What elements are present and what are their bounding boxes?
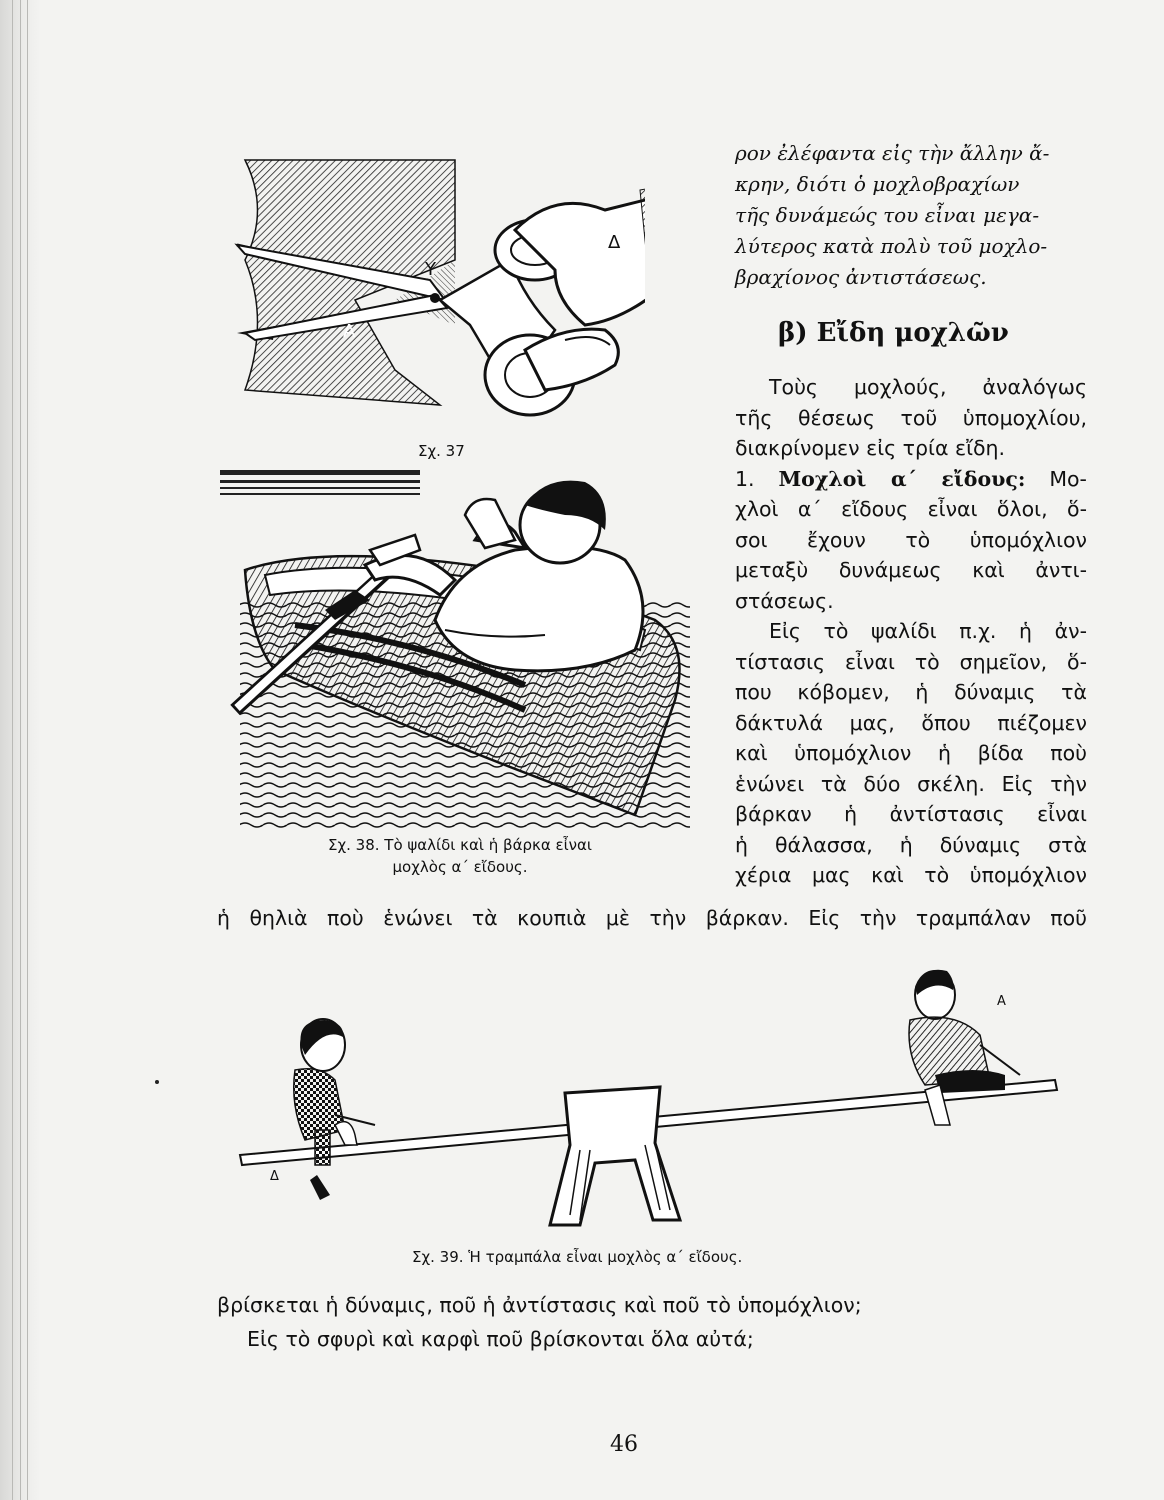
figure-38-caption-line: μοχλὸς α΄ εἴδους. — [392, 858, 528, 876]
text-line: στάσεως. — [735, 588, 834, 613]
text-line: βάρκαν ἡ ἀντίστασις εἶναι — [735, 802, 1087, 826]
definition-term: Μοχλοὶ α΄ εἴδους: — [778, 466, 1026, 491]
definition-tail: Μο- — [1049, 466, 1087, 491]
text-line: βραχίονος ἀντιστάσεως. — [735, 265, 987, 289]
figure-39-seesaw — [235, 965, 1075, 1235]
page-edge-line — [12, 0, 13, 1500]
text-line: τίστασις εἶναι τὸ σημεῖον, ὅ- — [735, 649, 1087, 674]
stray-ink-mark — [155, 1080, 159, 1084]
figure-37-caption: Σχ. 37 — [418, 442, 465, 460]
text-line: ἑνώνει τὰ δύο σκέλη. Εἰς τὴν — [735, 771, 1087, 796]
figure-37-label-fulcrum: Υ — [425, 259, 436, 280]
text-line: τῆς δυνάμεώς του εἶναι μεγα- — [735, 203, 1040, 227]
figure-38-caption — [275, 834, 645, 878]
section-heading: β) Εἴδη μοχλῶν — [778, 318, 1009, 348]
page-edge-line — [27, 0, 28, 1500]
definition-number: 1. — [735, 466, 755, 491]
figure-37-label-resistance: Α — [343, 321, 356, 342]
text-line: καὶ ὑπομόχλιον ἡ βίδα ποὺ — [735, 741, 1087, 765]
text-line: δάκτυλά μας, ὅπου πιέζομεν — [735, 710, 1087, 735]
text-line: μεταξὺ δυνάμεως καὶ ἀντι- — [735, 558, 1087, 582]
text-line: χλοὶ α΄ εἴδους εἶναι ὅλοι, ὅ- — [735, 497, 1087, 521]
intro-paragraph — [735, 138, 1075, 293]
full-width-text-line: ἡ θηλιὰ ποὺ ἑνώνει τὰ κουπιὰ μὲ τὴν βάρκαν. Εἰς τὴν τραμπάλαν ποῦ — [217, 906, 1087, 930]
text-line: λύτερος κατὰ πολὺ τοῦ μοχλο- — [735, 234, 1048, 258]
text-line: βρίσκεται ἡ δύναμις, ποῦ ἡ ἀντίστασις καὶ ποῦ τὸ ὑπομόχλιον; — [217, 1293, 862, 1317]
text-line: τῆς θέσεως τοῦ ὑπομοχλίου, — [735, 405, 1087, 430]
figure-37-label-force: Δ — [608, 232, 621, 253]
figure-39-label-left: Δ — [270, 1169, 279, 1184]
text-line: κρην, διότι ὁ μοχλοβραχίων — [735, 172, 1020, 196]
text-line: Εἰς τὸ ψαλίδι π.χ. ἡ ἀν- — [769, 619, 1087, 643]
text-line: που κόβομεν, ἡ δύναμις τὰ — [735, 680, 1087, 704]
figure-37-scissors — [225, 150, 645, 440]
text-line: Τοὺς μοχλούς, ἀναλόγως — [769, 375, 1087, 399]
text-line: ἡ θάλασσα, ἡ δύναμις στὰ — [735, 832, 1087, 857]
figure-38-caption-line: Σχ. 38. Τὸ ψαλίδι καὶ ἡ βάρκα εἶναι — [327, 836, 593, 854]
figure-39-caption: Σχ. 39. Ἡ τραμπάλα εἶναι μοχλὸς α΄ εἴδους. — [412, 1248, 743, 1266]
figure-38-boat — [215, 470, 715, 830]
figure-39-label-right: Α — [997, 994, 1006, 1009]
text-line: ρον ἐλέφαντα εἰς τὴν ἄλλην ἄ- — [735, 141, 1050, 165]
bottom-paragraph — [217, 1288, 1087, 1356]
text-line: Εἰς τὸ σφυρὶ καὶ καρφὶ ποῦ βρίσκονται ὅλα αὐτά; — [247, 1327, 754, 1351]
page-number: 46 — [610, 1432, 638, 1457]
text-line: χέρια μας καὶ τὸ ὑπομόχλιον — [735, 863, 1087, 887]
text-line: διακρίνομεν εἰς τρία εἴδη. — [735, 436, 1006, 460]
right-column-text — [735, 372, 1087, 891]
page-edge-line — [20, 0, 21, 1500]
definition-line — [735, 464, 1087, 495]
text-line: σοι ἔχουν τὸ ὑπομόχλιον — [735, 527, 1087, 552]
